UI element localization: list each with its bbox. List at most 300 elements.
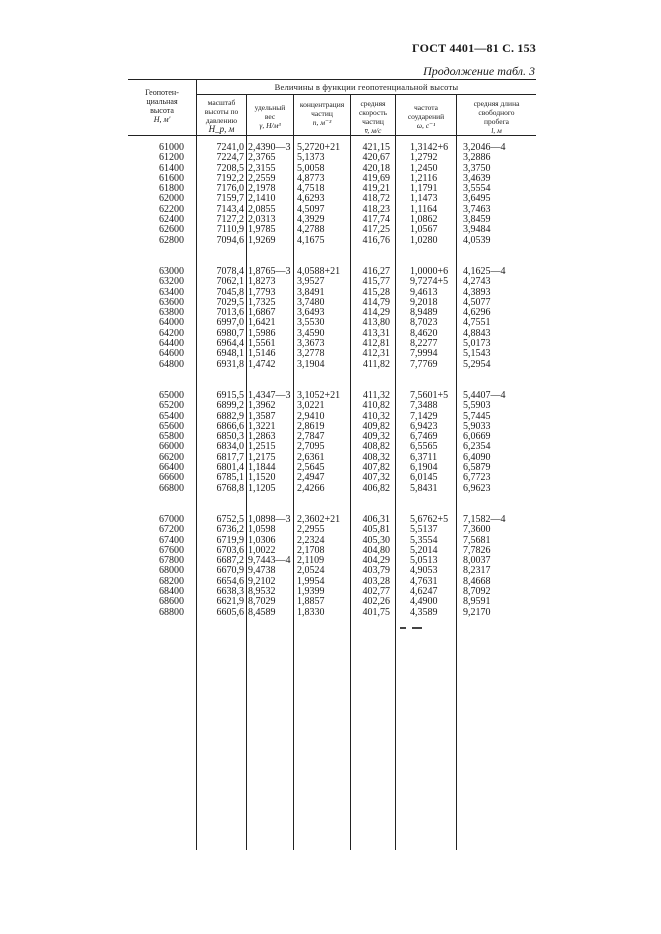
table-cell-n: 3,5530: [297, 317, 325, 329]
group-spacer: [198, 370, 244, 391]
table-cell-hp: 6670,9: [216, 565, 244, 577]
table-cell-omega: 7,7769: [410, 358, 438, 370]
table-cell-l: 3,6495: [463, 193, 491, 205]
table-cell-omega: 5,2014: [410, 544, 438, 556]
table-cell-h: 65400: [159, 410, 184, 422]
table-cell-l: 4,6296: [463, 307, 491, 319]
table-cell-v: 417,25: [362, 224, 390, 236]
table-cell-omega: 6,9423: [410, 420, 438, 432]
table-cell-n: 3,6493: [297, 307, 325, 319]
table-cell-gamma: 1,8765—3: [248, 265, 291, 277]
table-cell-l: 4,5077: [463, 296, 491, 308]
table-cell-gamma: 1,0306: [248, 534, 276, 546]
group-spacer: [352, 246, 390, 267]
table-cell-gamma: 1,2175: [248, 451, 276, 463]
table-cell-v: 420,67: [362, 152, 390, 164]
table-cell-n: 3,0221: [297, 400, 325, 412]
table-cell-v: 412,31: [362, 348, 390, 360]
table-cell-hp: 6948,1: [216, 348, 244, 360]
table-cell-l: 8,9591: [463, 596, 491, 608]
table-cell-omega: 5,0513: [410, 555, 438, 567]
table-cell-omega: 5,5137: [410, 524, 438, 536]
table-cell-omega: 4,7631: [410, 575, 438, 587]
table-cell-gamma: 1,3962: [248, 400, 276, 412]
table-cell-omega: 7,5601+5: [410, 389, 449, 401]
table-cell-h: 64400: [159, 338, 184, 350]
table-cell-hp: 6964,4: [216, 338, 244, 350]
table-cell-h: 67200: [159, 524, 184, 536]
table-cell-l: 7,3600: [463, 524, 491, 536]
table-cell-l: 3,2886: [463, 152, 491, 164]
column-pressure-scale-height: [198, 143, 244, 618]
table-cell-omega: 4,6247: [410, 585, 438, 597]
table-cell-hp: 7062,1: [216, 276, 244, 288]
table-cell-h: 62800: [159, 234, 184, 246]
table-cell-h: 68200: [159, 575, 184, 587]
table-cell-gamma: 1,8273: [248, 276, 276, 288]
table-cell-l: 4,3893: [463, 286, 491, 298]
table-cell-v: 417,74: [362, 214, 390, 226]
group-spacer: [410, 370, 456, 391]
page-mark: [400, 627, 406, 629]
table-cell-n: 3,4590: [297, 327, 325, 339]
table-cell-omega: 8,7023: [410, 317, 438, 329]
table-cell-hp: 6980,7: [216, 327, 244, 339]
table-cell-h: 64000: [159, 317, 184, 329]
table-cell-h: 66600: [159, 472, 184, 484]
header-hp-line: давлению: [205, 116, 238, 125]
table-cell-gamma: 1,0022: [248, 544, 276, 556]
table-cell-v: 421,15: [362, 142, 390, 153]
table-cell-h: 63200: [159, 276, 184, 288]
table-cell-l: 3,4639: [463, 172, 491, 184]
table-cell-n: 3,3673: [297, 338, 325, 350]
table-cell-h: 67000: [159, 513, 184, 525]
group-spacer: [463, 246, 519, 267]
header-collision-frequency: [396, 103, 456, 130]
table-cell-v: 418,72: [362, 193, 390, 205]
table-cell-omega: 1,0280: [410, 234, 438, 246]
table-cell-gamma: 1,5561: [248, 338, 276, 350]
group-spacer: [297, 246, 351, 267]
table-cell-gamma: 2,1978: [248, 183, 276, 195]
table-cell-gamma: 2,3155: [248, 162, 276, 174]
table-cell-hp: 6752,5: [216, 513, 244, 525]
col-divider-1: [196, 80, 197, 850]
table-cell-omega: 1,2792: [410, 152, 438, 164]
table-cell-gamma: 1,1844: [248, 462, 276, 474]
table-cell-gamma: 2,3765: [248, 152, 276, 164]
table-cell-v: 409,82: [362, 420, 390, 432]
table-cell-omega: 1,2116: [410, 172, 438, 184]
table-cell-h: 68800: [159, 606, 184, 618]
table-cell-gamma: 1,1520: [248, 472, 276, 484]
group-spacer: [463, 494, 519, 515]
table-cell-n: 5,0058: [297, 162, 325, 174]
column-collision-frequency: [410, 143, 456, 618]
header-altitude-line: высота: [150, 106, 174, 115]
group-spacer: [352, 494, 390, 515]
table-cell-l: 9,2170: [463, 606, 491, 618]
table-cell-v: 407,32: [362, 472, 390, 484]
table-cell-gamma: 1,3221: [248, 420, 276, 432]
table-cell-h: 65200: [159, 400, 184, 412]
table-cell-h: 65000: [159, 389, 184, 401]
table-cell-l: 3,3750: [463, 162, 491, 174]
table-cell-l: 4,1625—4: [463, 265, 506, 277]
table-cell-hp: 6703,6: [216, 544, 244, 556]
table-cell-v: 416,76: [362, 234, 390, 246]
table-cell-gamma: 2,4390—3: [248, 142, 291, 153]
table-cell-hp: 7094,6: [216, 234, 244, 246]
table-cell-gamma: 1,3587: [248, 410, 276, 422]
table-cell-n: 2,1109: [297, 555, 325, 567]
table-cell-hp: 6931,8: [216, 358, 244, 370]
group-spacer: [140, 246, 184, 267]
table-cell-omega: 7,9994: [410, 348, 438, 360]
table-cell-v: 412,81: [362, 338, 390, 350]
table-cell-h: 64800: [159, 358, 184, 370]
table-cell-n: 4,8773: [297, 172, 325, 184]
table-cell-l: 3,7463: [463, 203, 491, 215]
table-cell-v: 420,18: [362, 162, 390, 174]
header-particle-concentration: [294, 100, 350, 127]
table-cell-gamma: 1,4347—3: [248, 389, 291, 401]
group-spacer: [198, 494, 244, 515]
header-omega-line: частота: [414, 103, 438, 112]
table-cell-hp: 6687,2: [216, 555, 244, 567]
group-spacer: [297, 494, 351, 515]
table-cell-gamma: 8,7029: [248, 596, 276, 608]
table-cell-omega: 6,1904: [410, 462, 438, 474]
table-cell-hp: 6638,3: [216, 585, 244, 597]
column-mean-particle-speed: [352, 143, 390, 618]
header-hp-line: масштаб: [207, 98, 236, 107]
table-cell-n: 2,9410: [297, 410, 325, 422]
table-cell-v: 404,80: [362, 544, 390, 556]
table-cell-omega: 4,4900: [410, 596, 438, 608]
table-cell-v: 408,32: [362, 451, 390, 463]
table-cell-l: 3,8459: [463, 214, 491, 226]
group-spacer: [352, 370, 390, 391]
table-cell-l: 6,5879: [463, 462, 491, 474]
table-cell-n: 3,1904: [297, 358, 325, 370]
table-cell-l: 8,2317: [463, 565, 491, 577]
table-cell-gamma: 8,9532: [248, 585, 276, 597]
header-v-symbol: v̄, м/с: [364, 126, 382, 135]
table-cell-gamma: 1,5986: [248, 327, 276, 339]
table-cell-n: 2,7847: [297, 431, 325, 443]
table-cell-n: 2,4266: [297, 482, 325, 494]
table-cell-l: 4,2743: [463, 276, 491, 288]
table-cell-hp: 6768,8: [216, 482, 244, 494]
table-cell-n: 4,1675: [297, 234, 325, 246]
table-cell-v: 415,77: [362, 276, 390, 288]
column-mean-free-path: [463, 143, 519, 618]
table-cell-l: 8,0037: [463, 555, 491, 567]
table-cell-l: 5,5903: [463, 400, 491, 412]
table-cell-h: 67800: [159, 555, 184, 567]
table-cell-v: 411,32: [362, 389, 390, 401]
header-v-line: скорость: [358, 108, 388, 117]
table-cell-hp: 6866,6: [216, 420, 244, 432]
table-cell-n: 2,2955: [297, 524, 325, 536]
table-cell-omega: 8,4620: [410, 327, 438, 339]
table-cell-n: 4,5097: [297, 203, 325, 215]
table-cell-n: 4,0588+21: [297, 265, 341, 277]
table-cell-n: 2,7095: [297, 441, 325, 453]
table-cell-n: 2,8619: [297, 420, 325, 432]
table-cell-n: 4,7518: [297, 183, 325, 195]
group-spacer: [248, 494, 298, 515]
table-cell-hp: 7029,5: [216, 296, 244, 308]
table-cell-omega: 6,0145: [410, 472, 438, 484]
table-cell-n: 3,9527: [297, 276, 325, 288]
table-cell-n: 2,6361: [297, 451, 325, 463]
group-spacer: [410, 494, 456, 515]
table-cell-gamma: 1,2515: [248, 441, 276, 453]
group-spacer: [198, 246, 244, 267]
table-cell-hp: 6915,5: [216, 389, 244, 401]
column-specific-weight: [248, 143, 298, 618]
header-v-line: частиц: [362, 117, 384, 126]
table-cell-l: 4,8843: [463, 327, 491, 339]
table-cell-gamma: 1,2863: [248, 431, 276, 443]
table-cell-v: 403,28: [362, 575, 390, 587]
table-cell-omega: 5,8431: [410, 482, 438, 494]
table-cell-hp: 6834,0: [216, 441, 244, 453]
table-cell-n: 1,8330: [297, 606, 325, 618]
header-mean-particle-speed: [351, 99, 395, 135]
table-cell-hp: 6621,9: [216, 596, 244, 608]
table-cell-hp: 7045,8: [216, 286, 244, 298]
table-cell-l: 7,1582—4: [463, 513, 506, 525]
table-cell-h: 61600: [159, 172, 184, 184]
table-cell-hp: 7110,9: [216, 224, 244, 236]
table-cell-h: 67400: [159, 534, 184, 546]
col-divider-5: [395, 95, 396, 850]
table-cell-n: 4,6293: [297, 193, 325, 205]
header-l-line: пробега: [484, 117, 509, 126]
table-cell-l: 5,7445: [463, 410, 491, 422]
page-mark: [412, 627, 422, 629]
table-cell-v: 402,77: [362, 585, 390, 597]
table-cell-l: 7,5681: [463, 534, 491, 546]
header-n-line: частиц: [311, 109, 333, 118]
table-cell-v: 419,69: [362, 172, 390, 184]
table-cell-l: 6,4090: [463, 451, 491, 463]
table-cell-omega: 8,2277: [410, 338, 438, 350]
table-cell-omega: 7,3488: [410, 400, 438, 412]
table-cell-hp: 6817,7: [216, 451, 244, 463]
table-cell-gamma: 1,0898—3: [248, 513, 291, 525]
table-cell-h: 66400: [159, 462, 184, 474]
header-altitude-line: Геопотен-: [145, 88, 179, 97]
table-cell-h: 68400: [159, 585, 184, 597]
table-cell-h: 66200: [159, 451, 184, 463]
table-cell-l: 6,7723: [463, 472, 491, 484]
table-cell-v: 407,82: [362, 462, 390, 474]
table-cell-hp: 7192,2: [216, 172, 244, 184]
table-cell-gamma: 1,9269: [248, 234, 276, 246]
table-cell-l: 4,7551: [463, 317, 491, 329]
header-omega-line: соударений: [407, 112, 445, 121]
table-cell-v: 410,82: [362, 400, 390, 412]
table-cell-omega: 6,5565: [410, 441, 438, 453]
table-cell-omega: 5,6762+5: [410, 513, 449, 525]
table-cell-gamma: 1,0598: [248, 524, 276, 536]
table-cell-n: 5,1373: [297, 152, 325, 164]
table-cell-omega: 9,4613: [410, 286, 438, 298]
group-spacer: [410, 246, 456, 267]
table-cell-l: 6,0669: [463, 431, 491, 443]
table-cell-v: 409,32: [362, 431, 390, 443]
table-cell-hp: 6654,6: [216, 575, 244, 587]
table-cell-omega: 1,0000+6: [410, 265, 449, 277]
table-cell-gamma: 9,7443—4: [248, 555, 291, 567]
table-cell-hp: 6605,6: [216, 606, 244, 618]
header-altitude-symbol: H, м': [153, 115, 171, 124]
table-cell-h: 62400: [159, 214, 184, 226]
table-cell-hp: 6997,0: [216, 317, 244, 329]
table-cell-v: 418,23: [362, 203, 390, 215]
table-cell-v: 414,29: [362, 307, 390, 319]
table-cell-hp: 7013,6: [216, 307, 244, 319]
table-cell-l: 3,9484: [463, 224, 491, 236]
table-cell-omega: 6,7469: [410, 431, 438, 443]
table-cell-h: 68600: [159, 596, 184, 608]
table-cell-gamma: 1,1205: [248, 482, 276, 494]
table-cell-gamma: 2,0313: [248, 214, 276, 226]
table-cell-hp: 7224,7: [216, 152, 244, 164]
table-cell-gamma: 9,4738: [248, 565, 276, 577]
table-cell-h: 66000: [159, 441, 184, 453]
table-cell-omega: 4,9053: [410, 565, 438, 577]
table-cell-n: 3,7480: [297, 296, 325, 308]
header-hp-symbol: H_p, м: [208, 124, 235, 134]
table-cell-v: 401,75: [362, 606, 390, 618]
table-cell-l: 3,5554: [463, 183, 491, 195]
table-cell-hp: 7241,0: [216, 142, 244, 153]
table-cell-hp: 6850,3: [216, 431, 244, 443]
table-cell-l: 5,1543: [463, 348, 491, 360]
table-cell-omega: 1,0862: [410, 214, 438, 226]
table-cell-l: 5,4407—4: [463, 389, 506, 401]
table-cell-hp: 7143,4: [216, 203, 244, 215]
table-cell-hp: 6719,9: [216, 534, 244, 546]
table-cell-v: 405,81: [362, 524, 390, 536]
table-cell-v: 414,79: [362, 296, 390, 308]
table-cell-h: 64200: [159, 327, 184, 339]
table-cell-l: 6,9623: [463, 482, 491, 494]
table-cell-v: 419,21: [362, 183, 390, 195]
col-divider-2: [246, 95, 247, 850]
header-l-symbol: l, м: [491, 126, 502, 135]
header-mean-free-path: [457, 99, 536, 135]
table-cell-omega: 1,3142+6: [410, 142, 449, 153]
table-cell-n: 1,8857: [297, 596, 325, 608]
table-cell-n: 2,5645: [297, 462, 325, 474]
table-cell-h: 62600: [159, 224, 184, 236]
table-cell-gamma: 2,0855: [248, 203, 276, 215]
table-cell-v: 403,79: [362, 565, 390, 577]
table-cell-v: 411,82: [362, 358, 390, 370]
table-cell-h: 61000: [159, 142, 184, 153]
table-cell-gamma: 1,9785: [248, 224, 276, 236]
table-cell-v: 408,82: [362, 441, 390, 453]
table-cell-omega: 1,0567: [410, 224, 438, 236]
table-top-rule: [128, 79, 536, 80]
header-altitude: [128, 88, 196, 124]
table-cell-n: 2,1708: [297, 544, 325, 556]
table-cell-h: 61400: [159, 162, 184, 174]
header-l-line: свободного: [478, 108, 515, 117]
table-cell-v: 410,32: [362, 410, 390, 422]
table-cell-l: 8,7092: [463, 585, 491, 597]
table-cell-l: 3,2046—4: [463, 142, 506, 153]
table-cell-v: 406,31: [362, 513, 390, 525]
table-cell-omega: 4,3589: [410, 606, 438, 618]
group-spacer: [248, 246, 298, 267]
header-n-symbol: n, м⁻³: [312, 118, 332, 127]
table-cell-gamma: 8,4589: [248, 606, 276, 618]
table-cell-n: 4,3929: [297, 214, 325, 226]
table-cell-hp: 7159,7: [216, 193, 244, 205]
header-bottom-rule: [128, 135, 536, 136]
table-cell-gamma: 1,6421: [248, 317, 276, 329]
table-cell-v: 404,29: [362, 555, 390, 567]
table-cell-omega: 1,1473: [410, 193, 438, 205]
page-header: ГОСТ 4401—81 С. 153: [412, 41, 536, 55]
group-spacer: [140, 494, 184, 515]
table-cell-n: 2,0524: [297, 565, 325, 577]
table-cell-hp: 7078,4: [216, 265, 244, 277]
table-cell-n: 2,4947: [297, 472, 325, 484]
table-cell-v: 413,80: [362, 317, 390, 329]
table-cell-h: 65800: [159, 431, 184, 443]
table-cell-n: 2,3602+21: [297, 513, 341, 525]
table-cell-omega: 1,2450: [410, 162, 438, 174]
header-l-line: средняя длина: [473, 99, 520, 108]
table-cell-v: 416,27: [362, 265, 390, 277]
table-cell-gamma: 2,1410: [248, 193, 276, 205]
header-hp-line: высоты по: [204, 107, 239, 116]
table-cell-v: 406,82: [362, 482, 390, 494]
table-cell-v: 402,26: [362, 596, 390, 608]
header-omega-symbol: ω, с⁻¹: [416, 121, 436, 130]
table-cell-l: 5,0173: [463, 338, 491, 350]
header-n-line: концентрация: [299, 100, 345, 109]
table-cell-hp: 6736,2: [216, 524, 244, 536]
table-cell-n: 4,2788: [297, 224, 325, 236]
table-cell-h: 63000: [159, 265, 184, 277]
table-cell-n: 3,2778: [297, 348, 325, 360]
table-cell-hp: 7208,5: [216, 162, 244, 174]
table-cell-omega: 8,9489: [410, 307, 438, 319]
table-cell-h: 61800: [159, 183, 184, 195]
table-cell-omega: 9,2018: [410, 296, 438, 308]
table-cell-omega: 1,1791: [410, 183, 438, 195]
table-cell-v: 413,31: [362, 327, 390, 339]
table-cell-hp: 6882,9: [216, 410, 244, 422]
table-cell-omega: 9,7274+5: [410, 276, 449, 288]
table-cell-l: 5,9033: [463, 420, 491, 432]
table-cell-h: 66800: [159, 482, 184, 494]
table-cell-n: 3,1052+21: [297, 389, 341, 401]
table-cell-h: 64600: [159, 348, 184, 360]
table-cell-h: 68000: [159, 565, 184, 577]
header-group-title: Величины в функции геопотенциальной высоты: [274, 82, 459, 92]
